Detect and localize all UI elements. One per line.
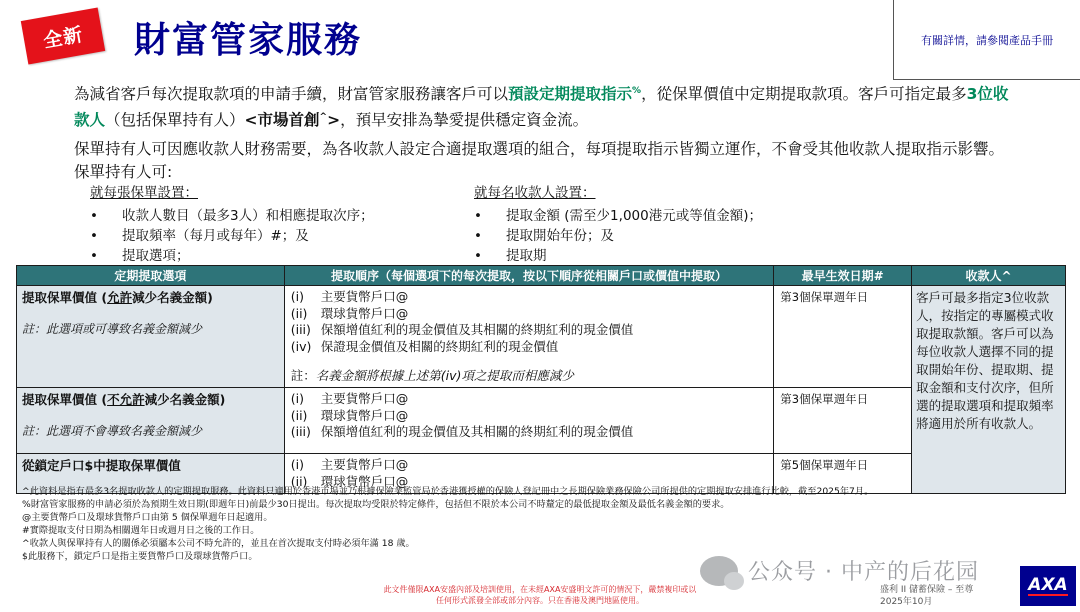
list-item: • 提取頻率（每月或每年）#；及: [90, 226, 470, 246]
table-header-row: [17, 266, 1066, 286]
list-item: • 提取開始年份；及: [474, 226, 894, 246]
list-item: (i) 主要貨幣戶口@: [290, 391, 409, 406]
table-row: [17, 286, 1066, 388]
effective-date-cell: 第5個保單週年日: [774, 454, 912, 494]
product-info: [880, 584, 973, 608]
footnote: @主要貨幣戶口及環球貨幣戶口由第 5 個保單週年日起適用。: [22, 512, 273, 523]
page-title: 財富管家服務: [134, 20, 363, 61]
list-item: (ii) 環球貨幣戶口@: [290, 407, 409, 423]
market-first-label: <市場首創^>: [244, 111, 341, 130]
option-name: 從鎖定戶口$中提取保單價值: [22, 458, 181, 473]
footnote: #實際提取支付日期為相關週年日或週月日之後的工作日。: [22, 525, 260, 536]
sequence-cell: [284, 286, 774, 388]
watermark-text: 公众号 · 中产的后花园: [748, 560, 979, 585]
internal-use-disclaimer: 此文件僅限AXA安盛內部及培訓使用，在未經AXA安盛明文許可的情況下，嚴禁複印或以 任何形式派發全部或部分內容。只在香港及澳門地區使用。: [383, 585, 697, 605]
list-item: (iii) 保額增值紅利的現金價值及其相關的終期紅利的現金價值: [290, 424, 634, 439]
list-item: (ii) 環球貨幣戶口@: [290, 305, 409, 321]
product-name: 盛利 II 儲蓄保險 – 至尊: [880, 585, 974, 595]
highlight-three-payees: 3位收款人: [74, 85, 1009, 130]
payee-setup: [474, 183, 894, 266]
policy-setup-list: [90, 206, 470, 266]
highlight-scheduled-instruction: 預設定期提取指示%: [508, 85, 642, 104]
footnote: ^收款人與保單持有人的關係必須屬本公司不時允許的，並且在首次提取支付時必須年滿 18 歲。: [22, 538, 415, 549]
withdrawal-options-table: [16, 265, 1066, 494]
payee-setup-list: [474, 206, 894, 266]
wechat-icon: [700, 556, 738, 586]
intro-paragraph-1: 為減省客戶每次提取款項的申請手續，財富管家服務讓客戶可以預設定期提取指示%，從保單價值中定期提取款項。客戶可指定最多3位收款人（包括保單持有人）<市場首創^>，預早安排為摯愛提供穩定資金流。: [74, 85, 1009, 130]
list-item: (i) 主要貨幣戶口@: [290, 289, 409, 304]
column-header-payee: 收款人^: [912, 266, 1066, 286]
product-date: 2025年10月: [880, 597, 933, 607]
footnote: $此服務下，鎖定戶口是指主要貨幣戶口及環球貨幣戶口。: [22, 551, 258, 562]
policy-setup-heading: 就每張保單設置：: [90, 185, 198, 201]
option-note: 註：此選項或可導致名義金額減少: [22, 322, 203, 336]
footnotes: [22, 485, 1062, 563]
option-name: 提取保單價值 (不允許減少名義金額): [22, 392, 226, 407]
list-item: (i) 主要貨幣戶口@: [290, 457, 409, 472]
sequence-list: [291, 391, 768, 441]
column-header-option: 定期提取選項: [17, 266, 285, 286]
list-item: • 提取選項；: [90, 246, 470, 266]
list-item: • 收款人數目（最多3人）和相應提取次序；: [90, 206, 470, 226]
payee-setup-heading: 就每名收款人設置：: [474, 185, 596, 201]
new-badge-label: 全新: [41, 23, 85, 52]
wechat-watermark: [700, 555, 979, 586]
payee-cell: 客戶可最多指定3位收款人，按指定的專屬模式收取提取款額。客戶可以為每位收款人選擇不同的提取開始年份、提取期、提取金額和支付次序，但所選的提取選項和提取頻率將適用於所有收款人。: [912, 286, 1066, 494]
sequence-cell: [284, 388, 774, 454]
column-header-sequence: 提取順序（每個選項下的每次提取，按以下順序從相關戶口或價值中提取）: [284, 266, 774, 286]
effective-date-cell: 第3個保單週年日: [774, 286, 912, 388]
option-cell: [17, 286, 285, 388]
option-cell: [17, 388, 285, 454]
policy-setup: [90, 183, 470, 266]
sequence-note: 註：名義金額將根據上述第(iv)項之提取而相應減少: [290, 368, 574, 383]
sequence-list: [291, 289, 768, 355]
new-badge: [21, 8, 105, 65]
column-header-effective-date: 最早生效日期#: [774, 266, 912, 286]
list-item: • 提取期: [474, 246, 894, 266]
table-row: [17, 388, 1066, 454]
option-note: 註：此選項不會導致名義金額減少: [22, 424, 203, 438]
list-item: (iii) 保額增值紅利的現金價值及其相關的終期紅利的現金價值: [290, 322, 634, 337]
list-item: • 提取金額 (需至少1,000港元或等值金額)；: [474, 206, 894, 226]
list-item: (ii) 環球貨幣戶口@: [290, 473, 409, 489]
axa-logo: AXA: [1020, 566, 1076, 606]
intro-paragraph-2: 保單持有人可因應收款人財務需要，為各收款人設定合適提取選項的組合，每項提取指示皆獨立運作，不會受其他收款人提取指示影響。保單持有人可:: [74, 140, 1005, 182]
list-item: (iv) 保證現金價值及相關的終期紅利的現金價值: [290, 338, 559, 354]
product-brochure-note: 有關詳情，請參閱產品手冊: [893, 0, 1080, 80]
effective-date-cell: 第3個保單週年日: [774, 388, 912, 454]
footnote: %財富管家服務的申請必須於為預期生效日期(即週年日)前最少30日提出。每次提取均受限於特定條件，包括但不限於本公司不時釐定的最低提取金額及最低名義金額的要求。: [22, 499, 730, 510]
footnote: ^此資料是指有最多3名提取收款人的定期提取服務。此資料只適用於香港市場並乃根據保險業監管局於香港獲授權的保險人登記冊中之長期保險業務保險公司所提供的定期提取安排進行比較，截至2025年7月。: [22, 486, 874, 497]
intro-section: [74, 80, 1014, 190]
option-name: 提取保單價值 (允許減少名義金額): [22, 290, 213, 305]
